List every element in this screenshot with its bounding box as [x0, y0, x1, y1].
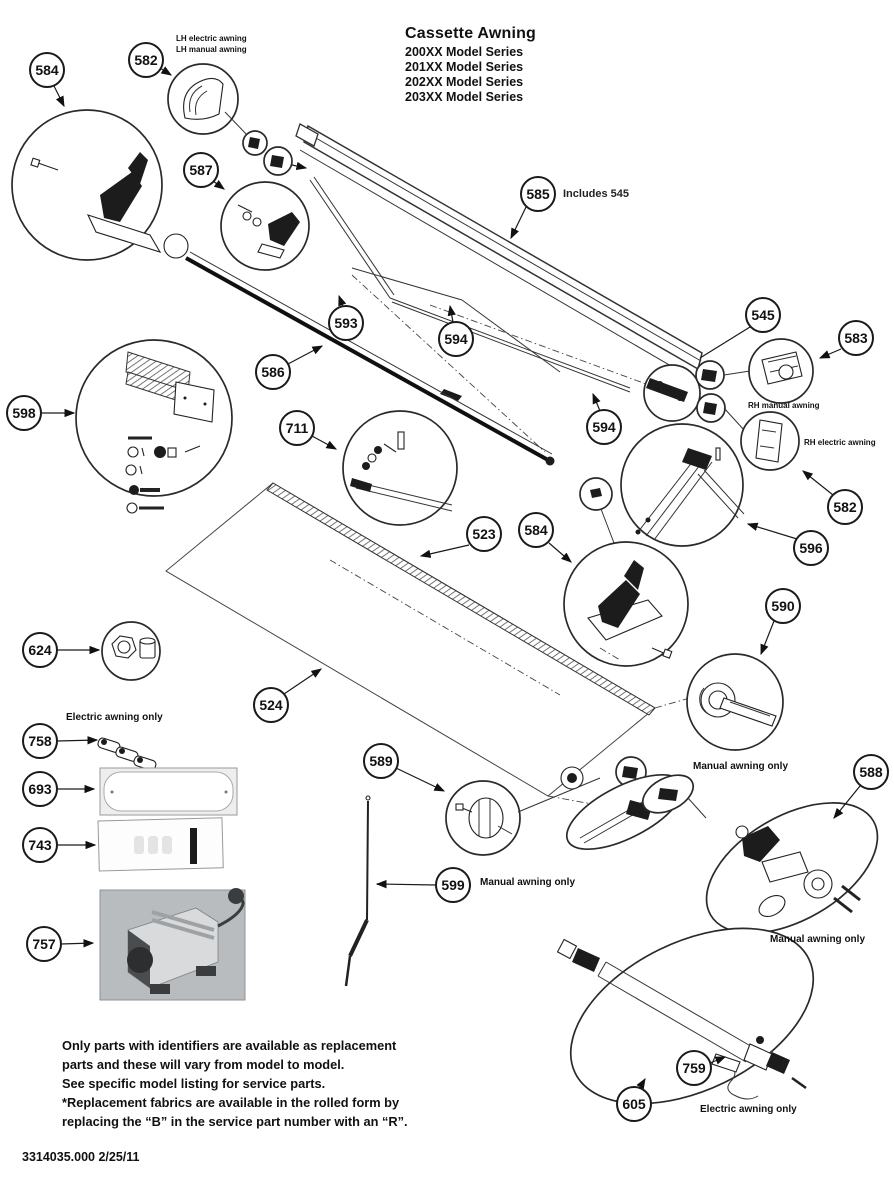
- callout-599: [436, 868, 470, 902]
- footer-line-5: replacing the “B” in the service part number with an “R”.: [62, 1114, 408, 1129]
- callout-582-left: [129, 43, 163, 77]
- callout-588: [854, 755, 888, 789]
- callout-584-right: [519, 513, 553, 547]
- callout-524: [254, 688, 288, 722]
- diagram-title: Cassette Awning: [405, 25, 537, 42]
- callout-590: [766, 589, 800, 623]
- callout-label: 598: [12, 405, 36, 421]
- callout-label: 584: [524, 522, 548, 538]
- callout-label: 585: [526, 186, 550, 202]
- callout-label: 587: [189, 162, 213, 178]
- label-rh-electric: RH electric awning: [804, 438, 876, 447]
- detail-circle-598: [76, 340, 232, 513]
- callout-586: [256, 355, 290, 389]
- callout-605: [617, 1087, 651, 1121]
- model-series-1: 200XX Model Series: [405, 45, 524, 59]
- label-manual-only-599: Manual awning only: [480, 877, 576, 888]
- callout-743: [23, 828, 57, 862]
- rail-end-cap-parts: [644, 361, 750, 430]
- callout-589: [364, 744, 398, 778]
- callout-593: [329, 306, 363, 340]
- detail-circle-587: [221, 182, 309, 270]
- footer-line-3: See specific model listing for service parts.: [62, 1076, 326, 1091]
- callout-label: 588: [859, 764, 883, 780]
- callout-label: 589: [369, 753, 393, 769]
- label-electric-only-left: Electric awning only: [66, 712, 163, 723]
- callout-584-left: [30, 53, 64, 87]
- callout-759: [677, 1051, 711, 1085]
- callout-582-right: [828, 490, 862, 524]
- callout-711: [280, 411, 314, 445]
- detail-circle-624: [102, 622, 160, 680]
- wire-connectors-758: [97, 737, 157, 771]
- callout-label: 605: [622, 1096, 646, 1112]
- crank-handle-599: [346, 796, 370, 986]
- switch-plate-743: [98, 818, 223, 871]
- footer-notes: [62, 1036, 408, 1131]
- callout-598: [7, 396, 41, 430]
- callout-label: 759: [682, 1060, 706, 1076]
- model-series-2: 201XX Model Series: [405, 60, 524, 74]
- callout-label: 594: [592, 419, 616, 435]
- document-number: 3314035.000 2/25/11: [22, 1150, 140, 1164]
- callout-757: [27, 927, 61, 961]
- callout-583: [839, 321, 873, 355]
- callout-545: [746, 298, 780, 332]
- callout-624: [23, 633, 57, 667]
- callout-585: [521, 177, 555, 211]
- callout-label: 711: [285, 420, 309, 436]
- detail-circle-711: [343, 411, 457, 525]
- callout-523: [467, 517, 501, 551]
- label-manual-only-590: Manual awning only: [693, 761, 789, 772]
- footer-line-1: Only parts with identifiers are available as replacement: [62, 1038, 397, 1053]
- detail-circle-582-right: [741, 412, 799, 470]
- callout-587: [184, 153, 218, 187]
- detail-circle-clip: [580, 478, 614, 543]
- callout-label: 582: [134, 52, 158, 68]
- callout-label: 599: [441, 877, 465, 893]
- callout-594-lower: [587, 410, 621, 444]
- callout-label: 523: [472, 526, 496, 542]
- callout-label: 624: [28, 642, 52, 658]
- label-includes-545: Includes 545: [563, 188, 630, 200]
- detail-circle-596: [621, 424, 744, 546]
- callout-758: [23, 724, 57, 758]
- callout-label: 693: [28, 781, 52, 797]
- footer-line-4: *Replacement fabrics are available in the rolled form by: [62, 1095, 400, 1110]
- label-manual-only-588: Manual awning only: [770, 934, 866, 945]
- label-lh-manual: LH manual awning: [176, 45, 247, 54]
- label-electric-only-605: Electric awning only: [700, 1104, 797, 1115]
- callout-693: [23, 772, 57, 806]
- callout-label: 586: [261, 364, 285, 380]
- detail-ellipse-605: [543, 893, 842, 1140]
- model-series-3: 202XX Model Series: [405, 75, 524, 89]
- detail-circle-584-right: [564, 542, 688, 666]
- detail-circle-589: [446, 781, 520, 855]
- cover-plate-693: [100, 768, 237, 815]
- label-lh-electric: LH electric awning: [176, 34, 247, 43]
- callout-label: 590: [771, 598, 795, 614]
- callout-label: 524: [259, 697, 283, 713]
- detail-circle-590: [687, 654, 783, 750]
- detail-circle-583: [749, 339, 813, 403]
- callout-label: 583: [844, 330, 868, 346]
- callout-label: 743: [28, 837, 52, 853]
- fabric-clip: [440, 389, 462, 401]
- callout-596: [794, 531, 828, 565]
- callout-label: 545: [751, 307, 775, 323]
- callout-label: 757: [32, 936, 56, 952]
- callout-label: 584: [35, 62, 59, 78]
- footer-line-2: parts and these will vary from model to model.: [62, 1057, 345, 1072]
- callout-594-upper: [439, 322, 473, 356]
- callout-label: 593: [334, 315, 358, 331]
- detail-circle-584-left: [12, 110, 162, 260]
- callout-label: 594: [444, 331, 468, 347]
- label-rh-manual: RH manual awning: [748, 401, 820, 410]
- callout-label: 758: [28, 733, 52, 749]
- callout-label: 596: [799, 540, 823, 556]
- model-series-4: 203XX Model Series: [405, 90, 524, 104]
- power-supply-photo-757: [100, 888, 245, 1000]
- callout-label: 582: [833, 499, 857, 515]
